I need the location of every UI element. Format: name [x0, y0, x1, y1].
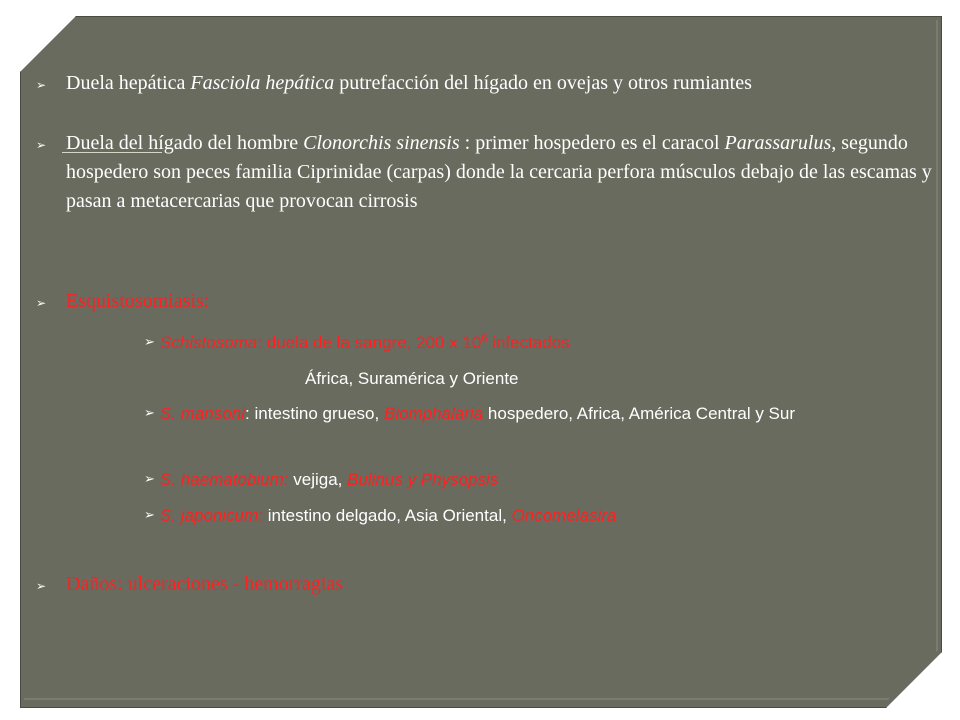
bullet-fasciola [66, 69, 936, 98]
arrowhead-bullet-icon: ➢ [144, 508, 155, 523]
sub-japonicum [160, 503, 880, 529]
bullet-clonorchis [66, 129, 936, 216]
genus-name: Parassarulus [724, 132, 832, 154]
text-segment: : intestino grueso, [245, 404, 384, 423]
text-segment: Duela hepática [66, 72, 191, 94]
species-name: Clonorchis sinensis [303, 132, 460, 154]
arrowhead-bullet-icon: ➢ [144, 335, 155, 350]
species-name: S. mansoni [160, 404, 246, 423]
text-segment: vejiga, [288, 470, 348, 489]
text-segment: hospedero, Africa, América Central y Sur [483, 404, 796, 423]
species-name: Fasciola hepática [190, 72, 335, 94]
text-segment: infectados [487, 333, 570, 352]
sub-schistosoma [160, 330, 880, 356]
arrowhead-bullet-icon: ➢ [36, 78, 47, 92]
text-segment: intestino delgado, Asia Oriental, [263, 506, 512, 525]
text-segment: , segundo hospedero son peces familia Ciprinidae (carpas) donde la cercaria perfora músculos debajo de las escamas y pasan a metacercarias que provocan cirrosis [66, 132, 932, 212]
bullet-esquistosomiasis: Esquistosomiasis: [66, 290, 210, 312]
text-segment: : duela de la sangre, 200 x 10 [257, 333, 482, 352]
species-name: S. haematobium: [160, 470, 289, 489]
bullet-danos: Daños: ulceraciones - hemorragias [66, 573, 344, 595]
arrowhead-bullet-icon: ➢ [144, 406, 155, 421]
regions-line: África, Suramérica y Oriente [305, 369, 519, 388]
host-name: Biomphalaria [383, 404, 484, 423]
arrowhead-bullet-icon: ➢ [36, 296, 47, 310]
species-name: S. japonicum: [160, 506, 263, 525]
host-name: Bulinus y Physopsis [347, 470, 499, 489]
genus-name: Schistosoma [160, 333, 258, 352]
arrowhead-bullet-icon: ➢ [144, 472, 155, 487]
sub-mansoni [160, 401, 870, 427]
host-name: Oncomelasira [511, 506, 617, 525]
text-segment: putrefacción del hígado en ovejas y otros rumiantes [334, 72, 752, 94]
sub-haematobium [160, 467, 880, 493]
arrowhead-bullet-icon: ➢ [36, 138, 47, 152]
text-segment: Duela del hígado del hombre [66, 132, 304, 154]
arrowhead-bullet-icon: ➢ [36, 579, 47, 593]
text-segment: : primer hospedero es el caracol [459, 132, 725, 154]
exponent: 6 [481, 332, 488, 345]
